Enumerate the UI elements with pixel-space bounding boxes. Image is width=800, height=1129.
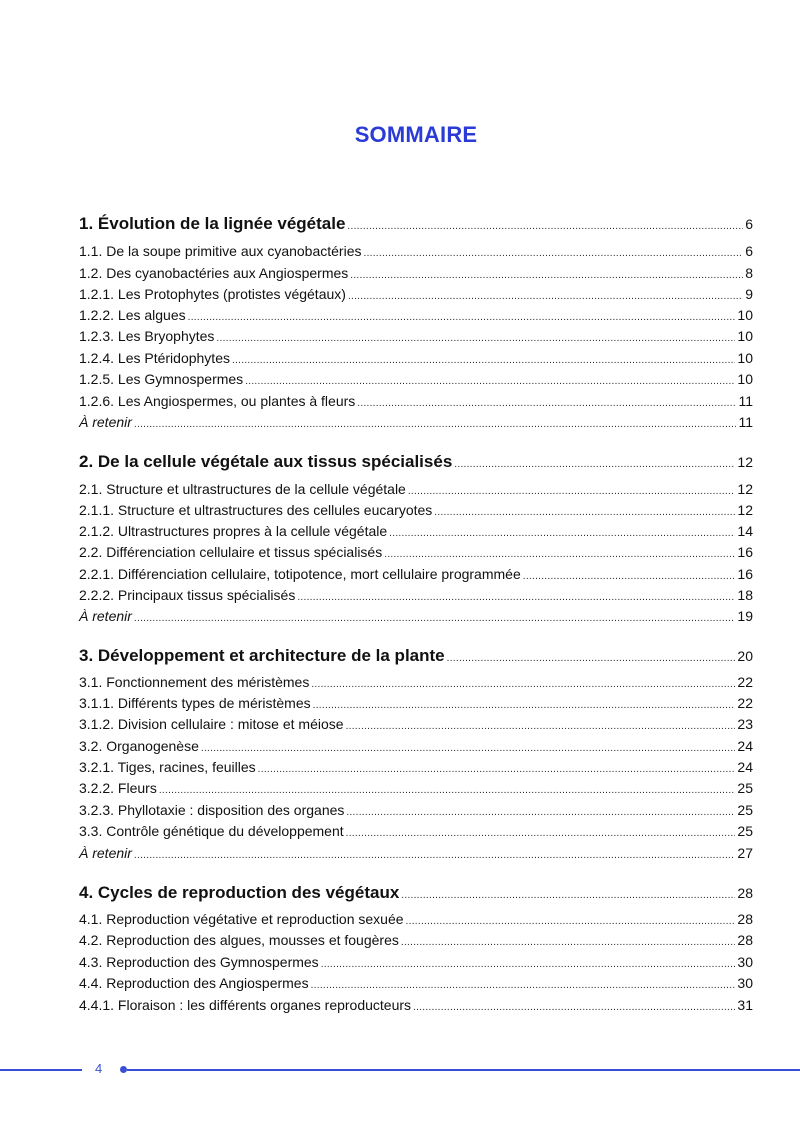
toc-label: 3.1. Fonctionnement des méristèmes	[79, 674, 310, 690]
toc-page-number: 11	[738, 393, 753, 409]
toc-entry[interactable]	[79, 911, 753, 927]
toc-page-number: 22	[737, 695, 753, 711]
toc-leader-dots	[321, 959, 736, 970]
toc-entry[interactable]	[79, 243, 753, 259]
toc-label: 1.2.2. Les algues	[79, 307, 186, 323]
toc-label: À retenir	[79, 414, 132, 430]
toc-label: À retenir	[79, 608, 132, 624]
toc-label: 1.2.5. Les Gymnospermes	[79, 371, 244, 387]
toc-page-number: 10	[737, 371, 753, 387]
toc-page-number: 12	[737, 502, 753, 518]
toc-leader-dots	[346, 807, 735, 818]
toc-page-number: 12	[737, 481, 753, 497]
toc-entry[interactable]	[79, 286, 753, 302]
footer-rule-right	[127, 1069, 800, 1071]
toc-page-number: 24	[737, 759, 753, 775]
toc-leader-dots	[245, 376, 735, 387]
toc-leader-dots	[454, 459, 735, 470]
toc-entry[interactable]	[79, 307, 753, 323]
toc-page-number: 30	[737, 975, 753, 991]
toc-entry[interactable]	[79, 997, 753, 1013]
toc-page-number: 30	[737, 954, 753, 970]
toc-entry[interactable]	[79, 716, 753, 732]
toc-leader-dots	[401, 937, 736, 948]
toc-page-number: 10	[737, 350, 753, 366]
toc-page-number: 28	[737, 885, 753, 901]
toc-entry[interactable]	[79, 587, 753, 603]
toc-leader-dots	[232, 355, 735, 366]
toc-label: 3.2.1. Tiges, racines, feuilles	[79, 759, 256, 775]
toc-label: À retenir	[79, 845, 132, 861]
toc-leader-dots	[216, 333, 735, 344]
toc-label: 1.2.6. Les Angiospermes, ou plantes à fleurs	[79, 393, 356, 409]
footer-dot-icon	[120, 1066, 127, 1073]
toc-label: 3.3. Contrôle génétique du développement	[79, 823, 344, 839]
toc-retenir[interactable]	[79, 608, 753, 624]
toc-leader-dots	[348, 291, 743, 302]
toc-leader-dots	[347, 221, 743, 232]
toc-label: 1.2. Des cyanobactéries aux Angiospermes	[79, 265, 349, 281]
toc-leader-dots	[159, 785, 736, 796]
toc-retenir[interactable]	[79, 414, 753, 430]
toc-label: 4. Cycles de reproduction des végétaux	[79, 883, 400, 902]
page-title: SOMMAIRE	[354, 122, 478, 147]
toc-entry[interactable]	[79, 802, 753, 818]
toc-leader-dots	[434, 507, 735, 518]
toc-label: 2.1.2. Ultrastructures propres à la cellule végétale	[79, 523, 388, 539]
toc-label: 4.2. Reproduction des algues, mousses et fougères	[79, 932, 399, 948]
toc-page-number: 8	[745, 265, 753, 281]
toc-retenir[interactable]	[79, 845, 753, 861]
toc-leader-dots	[363, 248, 743, 259]
toc-leader-dots	[258, 764, 736, 775]
toc-entry[interactable]	[79, 674, 753, 690]
toc-page-number: 28	[737, 932, 753, 948]
toc-page-number: 10	[737, 328, 753, 344]
toc-label: 1.2.3. Les Bryophytes	[79, 328, 215, 344]
toc-page-number: 24	[737, 738, 753, 754]
toc-label: 3.2. Organogenèse	[79, 738, 199, 754]
toc-leader-dots	[350, 270, 743, 281]
toc-label: 4.1. Reproduction végétative et reproduction sexuée	[79, 911, 404, 927]
toc-entry[interactable]	[79, 523, 753, 539]
toc-page-number: 23	[737, 716, 753, 732]
toc-page-number: 25	[737, 802, 753, 818]
toc-page-number: 28	[737, 911, 753, 927]
toc-entry[interactable]	[79, 566, 753, 582]
toc-label: 2.2. Différenciation cellulaire et tissus spécialisés	[79, 544, 383, 560]
toc-leader-dots	[447, 653, 736, 664]
toc-entry[interactable]	[79, 695, 753, 711]
toc-label: 2.2.1. Différenciation cellulaire, totipotence, mort cellulaire programmée	[79, 566, 521, 582]
toc-entry[interactable]	[79, 350, 753, 366]
toc-leader-dots	[346, 721, 736, 732]
toc-chapter[interactable]	[79, 883, 753, 903]
toc-label: 2. De la cellule végétale aux tissus spécialisés	[79, 452, 453, 471]
toc-leader-dots	[389, 528, 735, 539]
toc-page-number: 27	[737, 845, 753, 861]
toc-entry[interactable]	[79, 738, 753, 754]
toc-page-number: 9	[745, 286, 753, 302]
toc-leader-dots	[134, 419, 737, 430]
toc-entry[interactable]	[79, 954, 753, 970]
toc-page-number: 18	[737, 587, 753, 603]
toc-page-number: 11	[738, 414, 753, 430]
toc-leader-dots	[384, 549, 735, 560]
toc-label: 1. Évolution de la lignée végétale	[79, 214, 346, 233]
toc-leader-dots	[406, 916, 736, 927]
toc-label: 1.1. De la soupe primitive aux cyanobactéries	[79, 243, 362, 259]
toc-leader-dots	[311, 980, 736, 991]
toc-entry[interactable]	[79, 393, 753, 409]
toc-page-number: 6	[745, 216, 753, 232]
toc-leader-dots	[188, 312, 736, 323]
toc-entry[interactable]	[79, 544, 753, 560]
toc-label: 3.2.2. Fleurs	[79, 780, 157, 796]
toc-label: 3. Développement et architecture de la plante	[79, 646, 445, 665]
toc-leader-dots	[413, 1002, 735, 1013]
toc-page-number: 14	[737, 523, 753, 539]
toc-page-number: 25	[737, 780, 753, 796]
toc-page-number: 16	[737, 566, 753, 582]
toc-entry[interactable]	[79, 932, 753, 948]
toc-entry[interactable]	[79, 502, 753, 518]
toc-page-number: 20	[737, 648, 753, 664]
toc-leader-dots	[311, 679, 735, 690]
toc-entry[interactable]	[79, 371, 753, 387]
toc-leader-dots	[408, 486, 736, 497]
toc-page-number: 25	[737, 823, 753, 839]
toc-label: 4.4. Reproduction des Angiospermes	[79, 975, 309, 991]
toc-leader-dots	[134, 613, 736, 624]
toc-entry[interactable]	[79, 265, 753, 281]
toc-page-number: 12	[737, 454, 753, 470]
toc-entry[interactable]	[79, 481, 753, 497]
toc-label: 1.2.4. Les Ptéridophytes	[79, 350, 230, 366]
toc-leader-dots	[357, 398, 736, 409]
toc-label: 3.1.2. Division cellulaire : mitose et méiose	[79, 716, 344, 732]
toc-label: 4.3. Reproduction des Gymnospermes	[79, 954, 319, 970]
toc-chapter[interactable]	[79, 214, 753, 234]
toc-leader-dots	[346, 828, 736, 839]
toc-page-number: 10	[737, 307, 753, 323]
toc-label: 2.1.1. Structure et ultrastructures des cellules eucaryotes	[79, 502, 433, 518]
toc-page-number: 6	[745, 243, 753, 259]
toc-label: 3.2.3. Phyllotaxie : disposition des organes	[79, 802, 345, 818]
footer-rule-left	[0, 1069, 82, 1071]
toc-label: 2.1. Structure et ultrastructures de la cellule végétale	[79, 481, 406, 497]
toc-page-number: 19	[737, 608, 753, 624]
toc-entry[interactable]	[79, 328, 753, 344]
toc-leader-dots	[401, 890, 735, 901]
toc-chapter[interactable]	[79, 646, 753, 666]
toc-chapter[interactable]	[79, 452, 753, 472]
toc-leader-dots	[523, 571, 736, 582]
toc-leader-dots	[313, 700, 736, 711]
toc-page-number: 31	[737, 997, 753, 1013]
toc-label: 2.2.2. Principaux tissus spécialisés	[79, 587, 296, 603]
toc-entry[interactable]	[79, 823, 753, 839]
toc-leader-dots	[297, 592, 735, 603]
toc-entry[interactable]	[79, 759, 753, 775]
toc-label: 1.2.1. Les Protophytes (protistes végétaux)	[79, 286, 346, 302]
toc-label: 4.4.1. Floraison : les différents organes reproducteurs	[79, 997, 412, 1013]
toc-page-number: 22	[737, 674, 753, 690]
footer-page-number: 4	[95, 1061, 103, 1076]
toc-label: 3.1.1. Différents types de méristèmes	[79, 695, 311, 711]
toc-entry[interactable]	[79, 975, 753, 991]
toc-leader-dots	[201, 743, 736, 754]
toc-entry[interactable]	[79, 780, 753, 796]
toc-leader-dots	[134, 850, 736, 861]
toc-page-number: 16	[737, 544, 753, 560]
